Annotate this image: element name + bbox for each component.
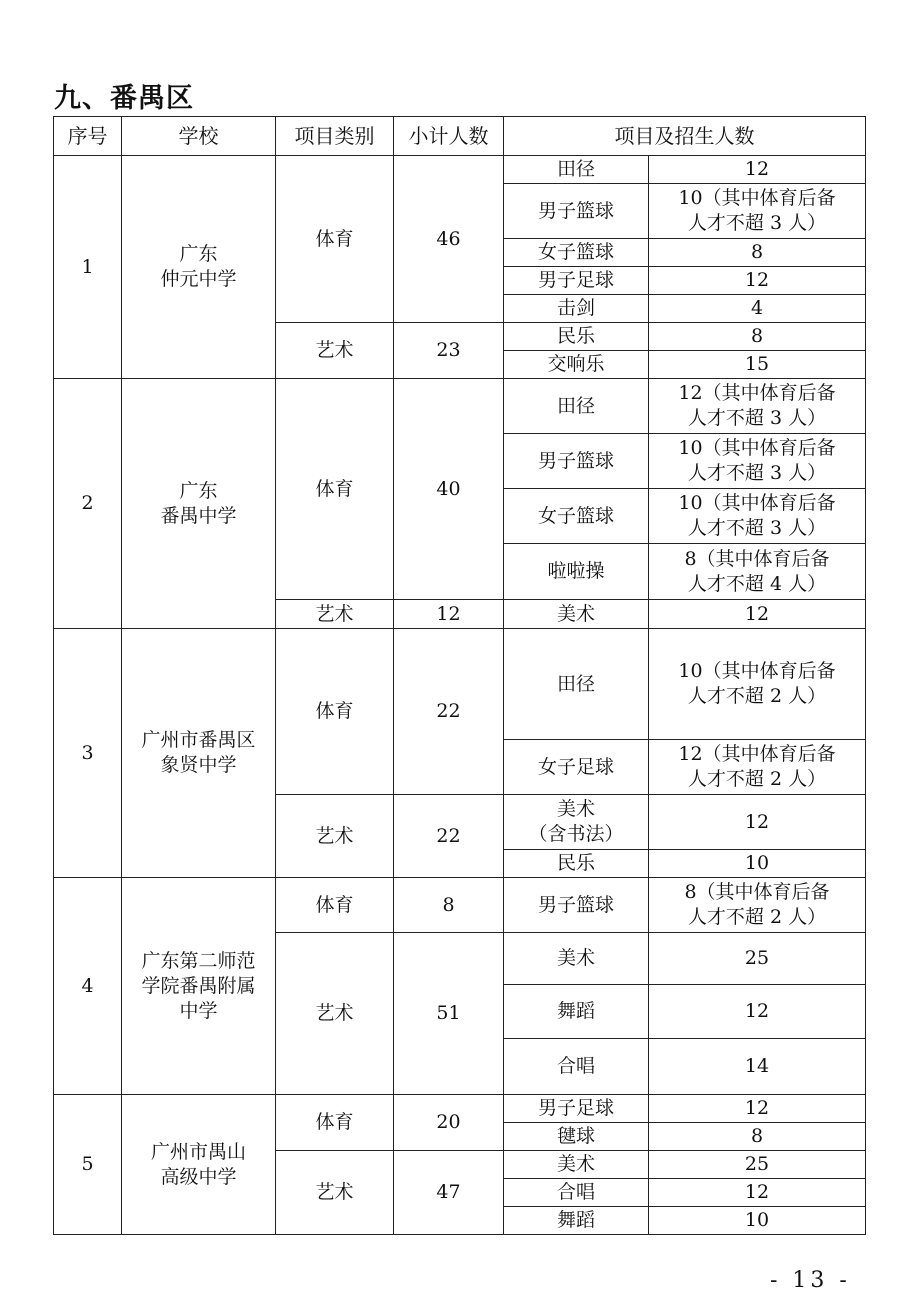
header-items: 项目及招生人数 bbox=[504, 117, 866, 156]
item-count: 12 bbox=[649, 1179, 866, 1207]
school-number: 2 bbox=[54, 379, 122, 629]
item-name: 男子足球 bbox=[504, 1095, 649, 1123]
subtotal-cell: 46 bbox=[394, 156, 504, 323]
header-no: 序号 bbox=[54, 117, 122, 156]
item-name: 女子篮球 bbox=[504, 489, 649, 544]
category-cell: 艺术 bbox=[276, 600, 394, 629]
item-name: 舞蹈 bbox=[504, 1207, 649, 1235]
subtotal-cell: 22 bbox=[394, 629, 504, 795]
item-name: 田径 bbox=[504, 379, 649, 434]
category-cell: 体育 bbox=[276, 156, 394, 323]
item-name: 合唱 bbox=[504, 1179, 649, 1207]
item-count: 12（其中体育后备 人才不超 2 人） bbox=[649, 740, 866, 795]
header-category: 项目类别 bbox=[276, 117, 394, 156]
subtotal-cell: 51 bbox=[394, 933, 504, 1095]
item-name: 民乐 bbox=[504, 850, 649, 878]
school-name: 广东第二师范 学院番禺附属 中学 bbox=[122, 878, 276, 1095]
item-count: 25 bbox=[649, 933, 866, 985]
subtotal-cell: 8 bbox=[394, 878, 504, 933]
category-cell: 艺术 bbox=[276, 795, 394, 878]
school-name: 广东 番禺中学 bbox=[122, 379, 276, 629]
page-title: 九、番禺区 bbox=[54, 83, 194, 114]
item-count: 10（其中体育后备 人才不超 3 人） bbox=[649, 434, 866, 489]
school-number: 4 bbox=[54, 878, 122, 1095]
item-count: 10 bbox=[649, 1207, 866, 1235]
item-name: 田径 bbox=[504, 629, 649, 740]
item-name: 民乐 bbox=[504, 323, 649, 351]
item-name: 男子篮球 bbox=[504, 184, 649, 239]
item-count: 12（其中体育后备 人才不超 3 人） bbox=[649, 379, 866, 434]
subtotal-cell: 40 bbox=[394, 379, 504, 600]
item-count: 8 bbox=[649, 323, 866, 351]
school-number: 3 bbox=[54, 629, 122, 878]
item-name: 合唱 bbox=[504, 1039, 649, 1095]
item-count: 8 bbox=[649, 239, 866, 267]
item-name: 女子篮球 bbox=[504, 239, 649, 267]
subtotal-cell: 20 bbox=[394, 1095, 504, 1151]
header-subtotal: 小计人数 bbox=[394, 117, 504, 156]
item-count: 25 bbox=[649, 1151, 866, 1179]
item-name: 男子篮球 bbox=[504, 434, 649, 489]
item-name: 美术 （含书法） bbox=[504, 795, 649, 850]
item-name: 美术 bbox=[504, 1151, 649, 1179]
school-number: 1 bbox=[54, 156, 122, 379]
category-cell: 体育 bbox=[276, 1095, 394, 1151]
item-name: 美术 bbox=[504, 933, 649, 985]
item-name: 女子足球 bbox=[504, 740, 649, 795]
table-row bbox=[54, 629, 866, 740]
item-name: 毽球 bbox=[504, 1123, 649, 1151]
item-name: 击剑 bbox=[504, 295, 649, 323]
school-name: 广州市禺山 高级中学 bbox=[122, 1095, 276, 1235]
table-row bbox=[54, 878, 866, 933]
item-count: 12 bbox=[649, 1095, 866, 1123]
item-name: 男子篮球 bbox=[504, 878, 649, 933]
header-school: 学校 bbox=[122, 117, 276, 156]
school-number: 5 bbox=[54, 1095, 122, 1235]
item-name: 啦啦操 bbox=[504, 544, 649, 600]
item-name: 交响乐 bbox=[504, 351, 649, 379]
category-cell: 艺术 bbox=[276, 933, 394, 1095]
item-count: 15 bbox=[649, 351, 866, 379]
item-count: 12 bbox=[649, 600, 866, 629]
item-count: 12 bbox=[649, 267, 866, 295]
table-row bbox=[54, 156, 866, 184]
subtotal-cell: 12 bbox=[394, 600, 504, 629]
item-count: 8（其中体育后备 人才不超 4 人） bbox=[649, 544, 866, 600]
item-count: 10（其中体育后备 人才不超 2 人） bbox=[649, 629, 866, 740]
school-name: 广东 仲元中学 bbox=[122, 156, 276, 379]
page-number: - 13 - bbox=[770, 1268, 851, 1293]
item-count: 12 bbox=[649, 156, 866, 184]
item-count: 12 bbox=[649, 985, 866, 1039]
item-count: 10（其中体育后备 人才不超 3 人） bbox=[649, 184, 866, 239]
admissions-table bbox=[53, 116, 866, 1235]
item-count: 8（其中体育后备 人才不超 2 人） bbox=[649, 878, 866, 933]
item-name: 田径 bbox=[504, 156, 649, 184]
category-cell: 体育 bbox=[276, 878, 394, 933]
item-count: 10（其中体育后备 人才不超 3 人） bbox=[649, 489, 866, 544]
subtotal-cell: 23 bbox=[394, 323, 504, 379]
item-count: 14 bbox=[649, 1039, 866, 1095]
category-cell: 体育 bbox=[276, 379, 394, 600]
item-count: 4 bbox=[649, 295, 866, 323]
category-cell: 体育 bbox=[276, 629, 394, 795]
item-count: 10 bbox=[649, 850, 866, 878]
category-cell: 艺术 bbox=[276, 323, 394, 379]
school-name: 广州市番禺区 象贤中学 bbox=[122, 629, 276, 878]
subtotal-cell: 22 bbox=[394, 795, 504, 878]
item-count: 12 bbox=[649, 795, 866, 850]
item-name: 舞蹈 bbox=[504, 985, 649, 1039]
table-row bbox=[54, 1095, 866, 1123]
item-name: 男子足球 bbox=[504, 267, 649, 295]
table-row bbox=[54, 379, 866, 434]
subtotal-cell: 47 bbox=[394, 1151, 504, 1235]
item-count: 8 bbox=[649, 1123, 866, 1151]
table-header-row bbox=[54, 117, 866, 156]
item-name: 美术 bbox=[504, 600, 649, 629]
category-cell: 艺术 bbox=[276, 1151, 394, 1235]
